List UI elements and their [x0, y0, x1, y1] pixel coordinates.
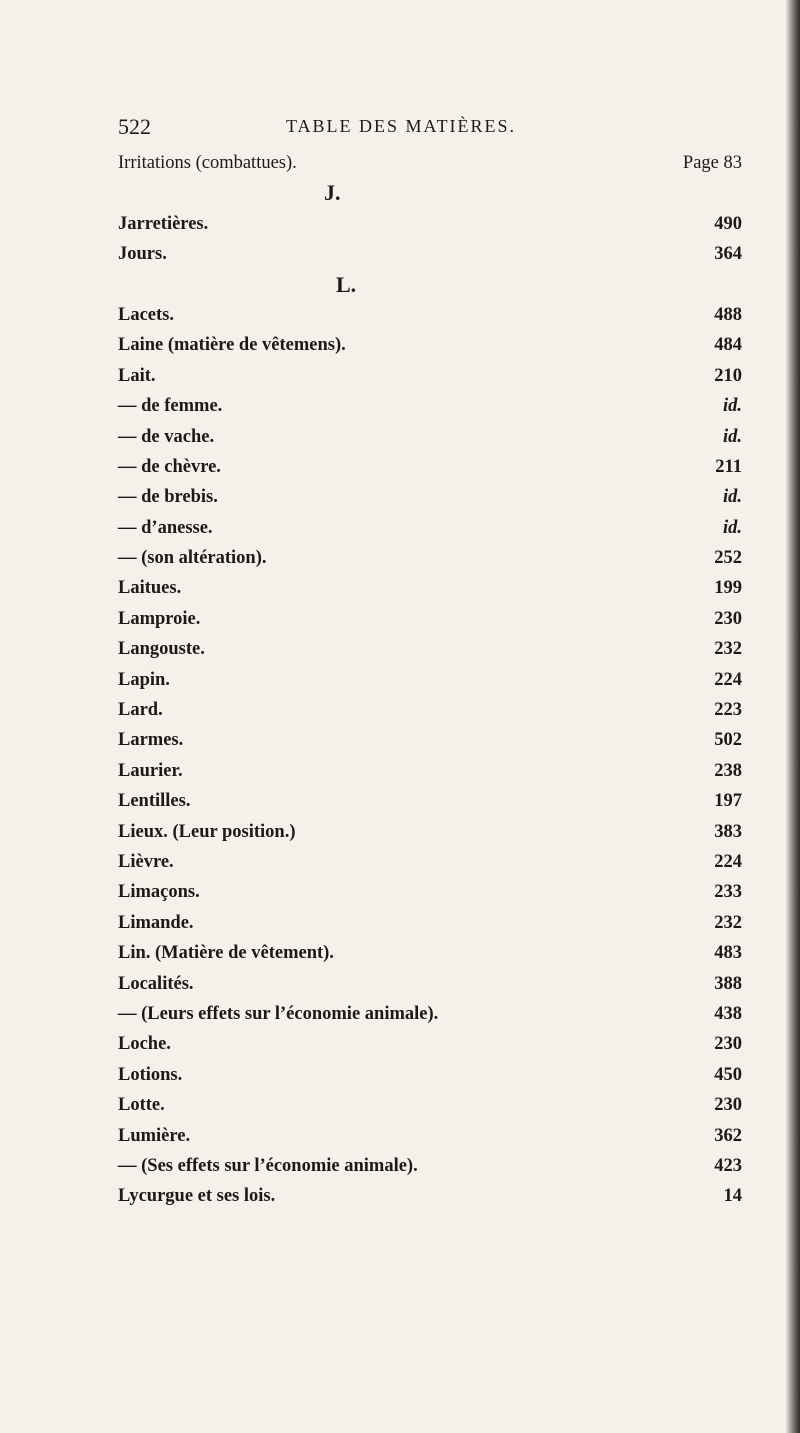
- entry-label: Jarretières.: [118, 213, 209, 234]
- entry-page-number: 199: [714, 578, 742, 599]
- entry-label: Lotions.: [118, 1064, 183, 1085]
- entry-label: Localités.: [118, 973, 194, 994]
- entry-label: Langouste.: [118, 639, 205, 660]
- index-entry: [118, 847, 742, 877]
- entry-label: Lieux. (Leur position.): [118, 821, 296, 842]
- index-entry: [118, 330, 742, 360]
- entry-page-number: 233: [714, 882, 742, 903]
- index-entry: [118, 513, 742, 543]
- index-entry: [118, 543, 742, 573]
- entry-page-number: 484: [714, 335, 742, 356]
- entry-page-number: 230: [714, 1034, 742, 1055]
- entry-label: — de vache.: [118, 426, 215, 447]
- section-letter-text: J.: [324, 180, 341, 206]
- entry-page-number: 224: [714, 851, 742, 872]
- entry-page-number: id.: [722, 396, 742, 417]
- entry-label: Lait.: [118, 365, 156, 386]
- entry-page-number: 252: [714, 548, 742, 569]
- index-entry: [118, 969, 742, 999]
- entry-label: Limaçons.: [118, 882, 200, 903]
- entry-label: Lamproie.: [118, 608, 201, 629]
- entry-label: Lentilles.: [118, 791, 191, 812]
- index-entry: [118, 422, 742, 452]
- section-letter: [118, 270, 742, 300]
- index-entry: [118, 573, 742, 603]
- running-head: [118, 114, 578, 146]
- entry-page-number: 364: [714, 244, 742, 265]
- entry-page-number: 483: [714, 943, 742, 964]
- entry-label: Jours.: [118, 244, 167, 265]
- index-entry: [118, 695, 742, 725]
- index-entry: [118, 604, 742, 634]
- entry-label: Lycurgue et ses lois.: [118, 1186, 276, 1207]
- running-title: TABLE DES MATIÈRES.: [286, 116, 517, 136]
- entry-page-number: 232: [714, 912, 742, 933]
- index-entry: [118, 725, 742, 755]
- index-entry: [118, 908, 742, 938]
- index-entry: [118, 452, 742, 482]
- index-entry: [118, 482, 742, 512]
- entry-label: Lapin.: [118, 669, 170, 690]
- index-entry: [118, 999, 742, 1029]
- index-entry: [118, 391, 742, 421]
- index-entry: [118, 1151, 742, 1181]
- page-binding-edge: [786, 0, 800, 1433]
- index-entry: [118, 1029, 742, 1059]
- entry-label: Laine (matière de vêtemens).: [118, 335, 346, 356]
- index-entry: [118, 817, 742, 847]
- entry-label: Laitues.: [118, 578, 182, 599]
- index-entry: [118, 1060, 742, 1090]
- entry-page-number: 450: [714, 1064, 742, 1085]
- entry-label: Irritations (combattues).: [118, 153, 297, 173]
- entry-page-number: id.: [722, 517, 742, 538]
- index-entry: [118, 756, 742, 786]
- entry-label: — (Leurs effets sur l’économie animale).: [118, 1003, 439, 1024]
- index-entry: [118, 239, 742, 269]
- index-entry: [118, 209, 742, 239]
- section-letter: [118, 178, 742, 208]
- entry-label: — d’anesse.: [118, 517, 213, 538]
- entry-page-number: id.: [722, 487, 742, 508]
- entry-page-number: 438: [714, 1003, 742, 1024]
- entry-label: — de femme.: [118, 396, 223, 417]
- entry-page-number: 488: [714, 304, 742, 325]
- index-entry: [118, 938, 742, 968]
- entry-page-number: id.: [722, 426, 742, 447]
- index-entry: [118, 634, 742, 664]
- entry-label: Loche.: [118, 1034, 171, 1055]
- entry-page-number: 383: [714, 821, 742, 842]
- index-entry: [118, 361, 742, 391]
- entry-page-number: 502: [714, 730, 742, 751]
- entry-label: Lotte.: [118, 1095, 165, 1116]
- entry-page-number: 388: [714, 973, 742, 994]
- entry-page-number: 423: [714, 1155, 742, 1176]
- index-entry: [118, 300, 742, 330]
- entry-label: Laurier.: [118, 760, 183, 781]
- entry-page-number: 211: [715, 456, 742, 477]
- entry-page-number: 223: [714, 700, 742, 721]
- entry-label: — (son altération).: [118, 548, 267, 569]
- entry-page-number: 224: [714, 669, 742, 690]
- entry-page-number: 232: [714, 639, 742, 660]
- index-entry: [118, 877, 742, 907]
- entry-label: Lièvre.: [118, 851, 174, 872]
- entry-page-number: 210: [714, 365, 742, 386]
- entry-label: Lard.: [118, 700, 163, 721]
- page-number: 522: [118, 114, 151, 139]
- entry-page-number: 362: [714, 1125, 742, 1146]
- index-entry: [118, 665, 742, 695]
- section-letter-text: L.: [336, 271, 357, 297]
- entry-page-number: 490: [714, 213, 742, 234]
- entry-label: Limande.: [118, 912, 194, 933]
- entry-label: Lumière.: [118, 1125, 191, 1146]
- entry-page-number: 230: [714, 608, 742, 629]
- index-entry: [118, 786, 742, 816]
- entry-label: — de chèvre.: [118, 456, 221, 477]
- index-entry: [118, 148, 742, 178]
- entry-page-number: 238: [714, 760, 742, 781]
- entry-page-number: 14: [723, 1186, 742, 1207]
- index-list: [118, 148, 742, 1212]
- index-entry: [118, 1121, 742, 1151]
- index-entry: [118, 1181, 742, 1211]
- entry-label: Larmes.: [118, 730, 184, 751]
- entry-label: Lacets.: [118, 304, 174, 325]
- entry-label: Lin. (Matière de vêtement).: [118, 943, 334, 964]
- entry-label: — (Ses effets sur l’économie animale).: [118, 1155, 418, 1176]
- entry-page-number: Page 83: [682, 153, 742, 173]
- entry-label: — de brebis.: [118, 487, 218, 508]
- index-entry: [118, 1090, 742, 1120]
- entry-page-number: 197: [714, 791, 742, 812]
- entry-page-number: 230: [714, 1095, 742, 1116]
